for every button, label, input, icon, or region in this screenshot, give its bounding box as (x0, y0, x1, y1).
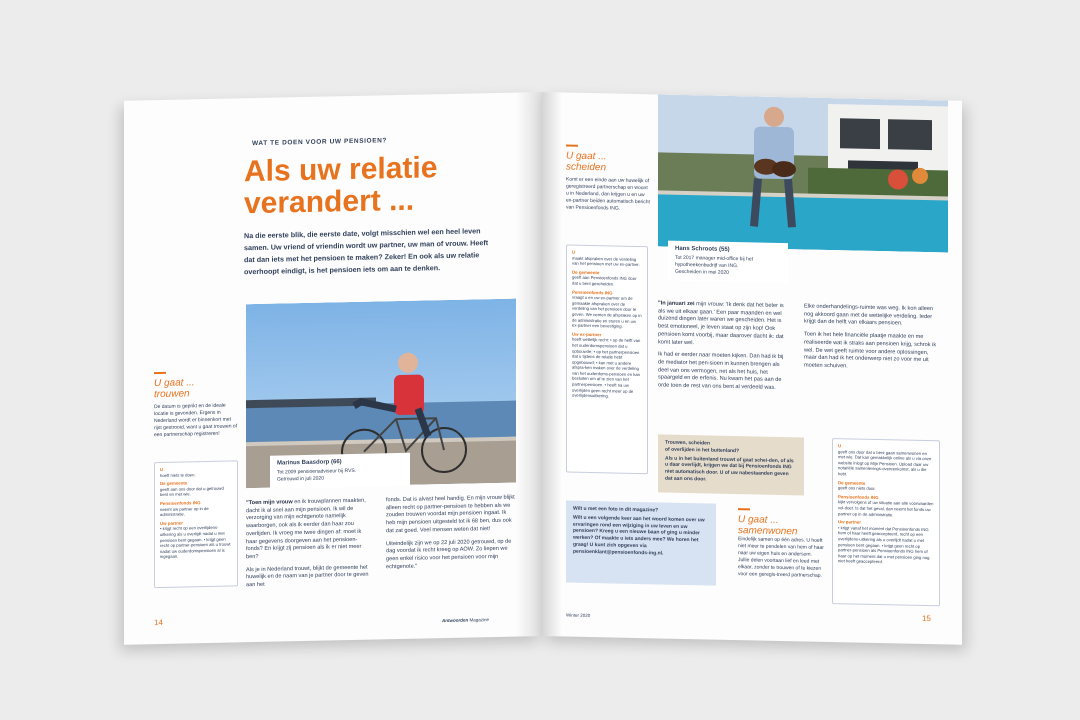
body-column-2: fonds. Dat is alvast heel handig. En mijn vrouw blijkt alleen recht op partner-pensioen te hebben als we zouden trouwen voordat mijn pensioen ingaat. Ik heb mijn pensioen uitgesteld tot ik 68 ben, dus ook dat zat goed. Veel mensen weten dat niet! Uiteindelijk zijn we op 22 juli 2020 getrouwd, op de dag voordat ik recht kreeg op AOW. Zo liepen we geen enkel risico voor het pensioen voor mijn echtgenote." (386, 494, 515, 570)
page-title: Als uw relatie verandert ... (244, 151, 438, 221)
info-box: U hoeft niets te doen. De gemeente geeft aan ons door dat u getrouwd bent en met wie. Pensioenfonds ING neemt uw partner op in de administratie. Uw partner • krijgt recht op een overlijdens-uitkering als u overlijdt nadat u met pensioen bent gegaan. • krijgt geen recht op partner-pensioen als u trouwt nadat uw ouderdomspensioen al is ingegaan. (154, 460, 238, 588)
caption-line: Getrouwd in juli 2020 (277, 475, 324, 483)
info-box: U maakt afspraken over de verdeling van het pensioen met uw ex-partner. De gemeente geeft aan Pensioenfonds ING door dat u bent gescheiden. Pensioenfonds ING vraagt u en uw ex-partner om de gemaakte afspraken over de verdeling van het pensioen door te geven. We nemen de afspraken op in de administratie en sturen u en uw ex-partner een bevestiging. Uw ex-partner heeft wettelijk recht: • op de helft van het ouderdomspensioen dat u opbouwde; • op het partnerpensioen dat u tijdens de relatie hebt opgebouwd; • kan met u andere afspra-ken maken over de verdeling van het ouderdoms-pensioen en kan besluiten om af te zien van het partnerpensioen. • heeft na uw overlijden geen recht meer op de overlijdensuitkering. (566, 245, 648, 475)
callout-abroad: Trouwen, scheiden of overlijden in het buitenland? Als u in het buitenland trouwt of gaat schei-den, of als u daar overlijdt, krijgen we dat bij Pensioenfonds ING niet automatisch door. U of uw nabestaanden geven dat aan ons door. (658, 434, 804, 495)
heading-rule (566, 145, 578, 147)
section-heading-scheiden: U gaat ... scheiden (566, 145, 607, 174)
page-number: 15 (922, 613, 931, 624)
section-heading-samenwonen: U gaat ... samenwonen (738, 508, 797, 537)
house-photo (658, 94, 948, 252)
caption-line: Gescheiden in mei 2020 (675, 268, 729, 276)
photo-caption (668, 241, 788, 284)
section-text: Eindelijk samen op één adres. U hoeft niet meer te pendelen van hem of haar naar uw eigen huis en andersom. Jullie delen voortaan lief en leed met elkaar, zonder te trouwen of te kiezen voor een geregis-treerd partnerschap. (738, 536, 824, 579)
caption-name: Marinus Baasdorp (66) (277, 459, 342, 467)
heading-rule (738, 508, 750, 510)
section-text: Komt er een einde aan uw huwelijk of geregistreerd partnerschap en woont u in Nederland, dan krijgen u en uw ex-partner beiden automatisch bericht van Pensioenfonds ING. (566, 176, 650, 212)
heading-rule (154, 372, 166, 374)
body-column-1: "Toen mijn vrouw en ik trouwplannen maakten, dacht ik al snel aan mijn pensioen. Ik wil de verzorging van mijn echtgenote namelijk waarborgen, ook als ik eerder dan haar zou overlijden. Ik vroeg me twee dingen af: moet ik haar gegevens doorgeven aan het pensioen-fonds? En krijgt zij pensioen als ik er niet meer ben? Als je in Nederland trouwt, blijkt de gemeente het huwelijk en de naam van je partner door te geven aan het (246, 497, 369, 589)
intro-text: Na die eerste blik, die eerste date, volgt misschien wel een heel leven samen. Uw vriend of vriendin wordt uw partner, uw man of vrouw. Heeft dat dan iets met het pensioen te maken? Zeker! En ook als uw relatie overhoopt eindigt, is het pensioen iets om aan te denken. (244, 226, 489, 277)
caption-line: Tot 2017 manager mid-office bij het hypotheekenbedrijf van ING. (675, 254, 754, 270)
kicker: WAT TE DOEN VOOR UW PENSIOEN? (252, 137, 388, 148)
footer-season: Winter 2020 (566, 612, 591, 619)
body-column-1: "In januari zei mijn vrouw: 'Ik denk dat het beter is als we uit elkaar gaan.' Een paar maanden en wel duizend dingen later waren we gescheiden. Het is best emotioneel, je leven staat op zijn kop! Ook pensioen komt voorbij, maar daarover dacht ik: dat komt later wel. Ik had er eerder naar moeten kijken. Dan had ik bij de mediator het pen-sioen in kunnen brengen als deel van ons vermogen, net als het huis, het spaargeld en de erfenis. Nu kwam het pas aan de orde toen de rest van ons bent al verdeeld was. (658, 300, 784, 391)
caption-line: Tot 2009 pensioenadviseur bij RVS. (277, 467, 357, 476)
section-heading-trouwen: U gaat ... trouwen (154, 371, 195, 400)
section-text: De datum is geprikt en de ideale locatie is gevonden. Ergens in Nederland wordt er binnenkort met rijst gestrooid, want u gaat trouwen of een partnerschap registreren! (154, 402, 238, 439)
callout-photo-request: Wilt u met een foto in dit magazine? Wilt u een volgende keer aan het woord komen over uw ervaringen rond een wijziging in uw leven en uw pensioen? Kreeg u een nieuwe baan of ging u minder werken? Of maakte u iets anders mee? We horen het graag! U kunt zich opgeven via pensioenklant@pensioenfonds-ing.nl. (566, 501, 716, 586)
page-number: 14 (154, 617, 163, 628)
body-column-2: Elke onderhandelings-ruimte was weg. Ik kon alleen nog akkoord gaan met de wettelijke verdeling. Ieder krijgt dan de helft van elkaars pensioen. Toen ik het hele financiële plaatje maakte en me realiseerde wat ik straks aan pensioen krijg, schrok ik wel. De wet geeft ruimte voor andere oplossingen, maar dan had ik het onderwerp niet zo voor me uit moeten schuiven. (804, 303, 937, 370)
magazine-spread (124, 92, 962, 636)
gutter-shadow (542, 92, 562, 636)
info-box: U geeft ons door dat u bent gaan samenwonen en met wie. Dat kan gemakkelijk online als u via onze website inlogt op Mijn Pensioen. Upload daar uw notariële samenlevings-overeenkomst, als u die hebt. De gemeente geeft ons niets door. Pensioenfonds ING kijkt vervolgens of uw situatie aan alle voorwaarden vol-doet. Is dat het geval, dan neemt het fonds uw partner op in de administratie. Uw partner • krijgt vanaf het moment dat Pensioenfonds ING hem of haar heeft geaccepteerd, recht op een overlijdens-uitkering als u overlijdt nadat u met pensioen bent gegaan. • krijgt geen recht op partner-pensioen als Pensioenfonds ING hem of haar op het moment dat u met pensioen ging nog niet heeft geaccepteerd. (832, 438, 940, 606)
gutter-shadow (516, 92, 542, 637)
photo-caption (270, 453, 410, 489)
left-page (124, 92, 542, 645)
right-page (542, 92, 962, 645)
caption-name: Hans Schroots (55) (675, 245, 730, 253)
footer-brand: Antwoorden Magazine (442, 617, 490, 624)
